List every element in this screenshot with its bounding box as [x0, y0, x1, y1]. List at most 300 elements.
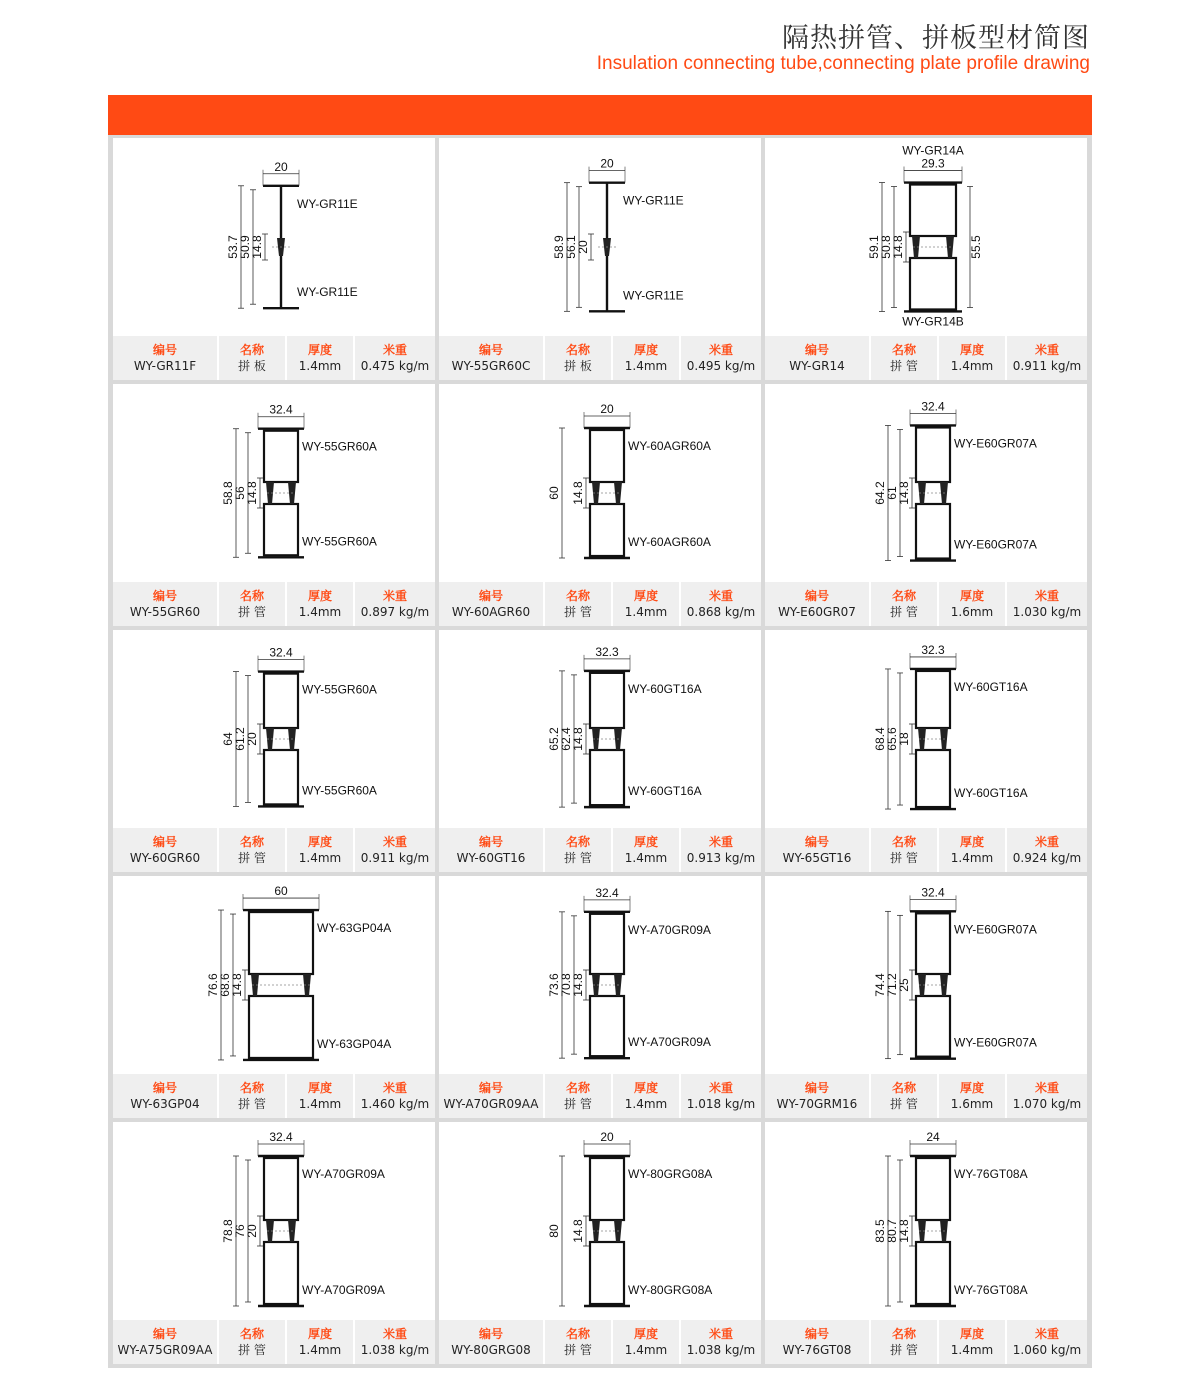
spec-weight-label: 米重: [708, 342, 733, 357]
spec-weight: [355, 828, 435, 872]
spec-code-label: 编号: [152, 1326, 177, 1341]
spec-thickness: [287, 336, 353, 380]
profile-card: [113, 876, 435, 1118]
spec-weight-value: 1.460 kg/m: [360, 1096, 430, 1111]
gap-label: 14.8: [897, 481, 911, 505]
part-label-top: WY-60GT16A: [628, 681, 702, 696]
spec-weight-value: 0.868 kg/m: [686, 604, 756, 619]
spec-thickness-label: 厚度: [307, 588, 332, 603]
width-dimension-label: 32.4: [921, 885, 945, 900]
spec-code-value: WY-55GR60: [129, 604, 201, 619]
spec-thickness-label: 厚度: [959, 1080, 984, 1095]
spec-thickness-value: 1.4mm: [950, 358, 994, 373]
part-label-top: WY-A70GR09A: [628, 922, 711, 937]
spec-weight: [681, 336, 761, 380]
spec-weight: [355, 336, 435, 380]
height-inner-label: 70.8: [559, 973, 573, 997]
spec-name-label: 名称: [565, 588, 590, 603]
spec-code-value: WY-A70GR09AA: [443, 1096, 539, 1111]
profile-lower-chamber: [916, 996, 950, 1057]
profile-svg: [113, 630, 435, 828]
spec-name: [545, 582, 611, 626]
spec-thickness-value: 1.6mm: [950, 604, 994, 619]
profile-svg: [113, 1122, 435, 1320]
profile-geometry: [226, 160, 358, 308]
spec-table: [439, 1074, 761, 1118]
part-label-top: WY-55GR60A: [302, 439, 377, 454]
spec-thickness-value: 1.4mm: [624, 850, 668, 865]
spec-weight: [355, 1320, 435, 1364]
profile-upper-chamber: [916, 671, 950, 728]
spec-code-label: 编号: [152, 1080, 177, 1095]
spec-code-label: 编号: [152, 588, 177, 603]
profile-geometry: [873, 643, 1028, 809]
height-overall-label: 73.6: [547, 973, 561, 997]
spec-thickness-label: 厚度: [633, 834, 658, 849]
spec-table: [439, 336, 761, 380]
width-dimension-label: 20: [600, 156, 614, 171]
profile-geometry: [873, 885, 1037, 1058]
profile-svg: [765, 630, 1087, 828]
spec-code-label: 编号: [804, 834, 829, 849]
spec-thickness: [613, 1320, 679, 1364]
spec-weight: [1007, 828, 1087, 872]
height-inner-label: 50.8: [879, 235, 893, 259]
part-label-top: WY-GR14A: [902, 143, 964, 158]
height-inner-label: 80.7: [885, 1219, 899, 1243]
spec-name-value: 拼 管: [890, 850, 918, 865]
spec-weight-value: 0.913 kg/m: [686, 850, 756, 865]
spec-table: [439, 828, 761, 872]
spec-weight-label: 米重: [382, 1080, 407, 1095]
spec-thickness: [939, 828, 1005, 872]
spec-name-value: 拼 管: [564, 1342, 592, 1357]
profile-drawing: [439, 1122, 761, 1320]
part-label-bottom: WY-55GR60A: [302, 783, 377, 798]
spec-thickness-value: 1.4mm: [624, 1096, 668, 1111]
spec-table: [439, 582, 761, 626]
width-dimension-label: 20: [600, 1130, 614, 1144]
spec-thickness-value: 1.4mm: [624, 604, 668, 619]
spec-code-value: WY-GR14: [789, 358, 845, 373]
profile-upper-chamber: [264, 1158, 298, 1220]
gap-label: 14.8: [250, 235, 264, 259]
profile-drawing: [439, 876, 761, 1074]
spec-thickness-value: 1.4mm: [298, 358, 342, 373]
spec-thickness-label: 厚度: [959, 588, 984, 603]
spec-name-value: 拼 管: [564, 850, 592, 865]
spec-thickness-label: 厚度: [959, 1326, 984, 1341]
profile-svg: [765, 138, 1087, 336]
profile-upper-chamber: [910, 185, 956, 236]
spec-name-value: 拼 管: [564, 604, 592, 619]
width-dimension-label: 60: [274, 884, 288, 899]
spec-code-label: 编号: [152, 342, 177, 357]
profile-svg: [439, 384, 761, 582]
spec-name-label: 名称: [891, 342, 916, 357]
spec-table: [765, 1074, 1087, 1118]
gap-label: 20: [245, 1224, 259, 1238]
spec-code: [765, 582, 869, 626]
spec-name: [219, 336, 285, 380]
part-label-top: WY-E60GR07A: [954, 436, 1037, 451]
height-right-label: 55.5: [969, 235, 983, 259]
spec-weight-value: 0.897 kg/m: [360, 604, 430, 619]
profile-card: [765, 138, 1087, 380]
spec-code-value: WY-E60GR07: [778, 604, 856, 619]
profile-card: [113, 384, 435, 626]
spec-thickness: [613, 582, 679, 626]
profile-lower-chamber: [590, 504, 624, 556]
spec-code-label: 编号: [478, 834, 503, 849]
spec-weight-label: 米重: [708, 1326, 733, 1341]
part-label-bottom: WY-63GP04A: [317, 1036, 392, 1051]
header-accent-bar: [108, 95, 1092, 135]
part-label-bottom: WY-E60GR07A: [954, 1035, 1037, 1050]
profile-card: [439, 384, 761, 626]
spec-code: [439, 828, 543, 872]
profile-card: [113, 138, 435, 380]
spec-weight-label: 米重: [382, 342, 407, 357]
spec-table: [113, 336, 435, 380]
profile-upper-chamber: [590, 673, 624, 728]
spec-weight-label: 米重: [382, 834, 407, 849]
spec-thickness: [287, 1320, 353, 1364]
spec-name: [871, 1320, 937, 1364]
spec-table: [113, 582, 435, 626]
part-label-top: WY-GR11E: [297, 196, 358, 211]
spec-thickness: [939, 1320, 1005, 1364]
spec-weight-value: 0.495 kg/m: [686, 358, 756, 373]
spec-weight: [681, 828, 761, 872]
height-inner-label: 71.2: [885, 973, 899, 997]
profile-svg: [765, 876, 1087, 1074]
spec-code-label: 编号: [804, 1080, 829, 1095]
height-overall-label: 76.6: [206, 973, 220, 997]
width-dimension-label: 20: [600, 402, 614, 416]
profile-svg: [439, 630, 761, 828]
spec-code-value: WY-80GRG08: [451, 1342, 531, 1357]
profile-card: [765, 1122, 1087, 1364]
spec-code: [765, 336, 869, 380]
spec-name-label: 名称: [891, 834, 916, 849]
profile-drawing: [765, 138, 1087, 336]
profile-upper-chamber: [249, 912, 313, 974]
profile-lower-chamber: [590, 750, 624, 805]
spec-code-label: 编号: [478, 588, 503, 603]
height-inner-label: 50.9: [238, 235, 252, 259]
spec-code: [113, 1320, 217, 1364]
spec-name-label: 名称: [239, 342, 264, 357]
height-overall-label: 58.8: [221, 481, 235, 505]
profile-svg: [113, 384, 435, 582]
spec-thickness-label: 厚度: [307, 342, 332, 357]
spec-name: [871, 336, 937, 380]
spec-thickness-value: 1.4mm: [624, 1342, 668, 1357]
gap-label: 20: [576, 240, 590, 254]
profile-drawing: [765, 630, 1087, 828]
spec-name-label: 名称: [239, 1326, 264, 1341]
spec-code: [113, 582, 217, 626]
profile-card: [113, 1122, 435, 1364]
spec-table: [439, 1320, 761, 1364]
profile-geometry: [206, 884, 391, 1060]
profile-drawing: [439, 384, 761, 582]
height-overall-label: 60: [547, 486, 561, 500]
height-overall-label: 59.1: [867, 235, 881, 259]
height-overall-label: 53.7: [226, 235, 240, 259]
part-label-bottom: WY-GR14B: [902, 314, 964, 329]
spec-weight: [355, 1074, 435, 1118]
spec-weight-value: 1.018 kg/m: [686, 1096, 756, 1111]
gap-label: 14.8: [245, 481, 259, 505]
height-overall-label: 64: [221, 732, 235, 746]
spec-code-label: 编号: [804, 588, 829, 603]
spec-code-label: 编号: [804, 1326, 829, 1341]
profile-svg: [765, 1122, 1087, 1320]
spec-name: [871, 582, 937, 626]
gap-label: 14.8: [571, 1219, 585, 1243]
spec-table: [765, 582, 1087, 626]
height-inner-label: 56.1: [564, 235, 578, 259]
spec-code: [113, 336, 217, 380]
profile-lower-chamber: [590, 1242, 624, 1304]
spec-weight: [681, 1320, 761, 1364]
spec-name: [219, 1320, 285, 1364]
spec-code: [765, 1074, 869, 1118]
profile-lower-chamber: [916, 504, 950, 559]
profile-upper-chamber: [590, 914, 624, 974]
spec-name-value: 拼 管: [238, 1342, 266, 1357]
height-overall-label: 64.2: [873, 481, 887, 505]
profile-lower-chamber: [590, 996, 624, 1056]
profile-svg: [765, 384, 1087, 582]
part-label-top: WY-GR11E: [623, 193, 684, 208]
spec-weight-value: 1.060 kg/m: [1012, 1342, 1082, 1357]
spec-code-label: 编号: [152, 834, 177, 849]
height-inner-label: 62.4: [559, 727, 573, 751]
profile-drawing: [113, 384, 435, 582]
gap-label: 14.8: [571, 973, 585, 997]
spec-thickness: [939, 336, 1005, 380]
part-label-bottom: WY-60GT16A: [628, 784, 702, 799]
spec-weight-value: 1.070 kg/m: [1012, 1096, 1082, 1111]
part-label-top: WY-80GRG08A: [628, 1167, 713, 1181]
part-label-bottom: WY-A70GR09A: [302, 1283, 385, 1297]
spec-name-value: 拼 管: [238, 850, 266, 865]
profile-drawing: [439, 138, 761, 336]
height-inner-label: 68.6: [218, 973, 232, 997]
part-label-bottom: WY-E60GR07A: [954, 537, 1037, 552]
spec-table: [113, 1074, 435, 1118]
spec-thickness-label: 厚度: [307, 1326, 332, 1341]
spec-thickness-label: 厚度: [633, 342, 658, 357]
width-dimension-label: 32.4: [269, 402, 293, 417]
spec-thickness-value: 1.6mm: [950, 1096, 994, 1111]
part-label-bottom: WY-55GR60A: [302, 534, 377, 549]
width-dimension-label: 32.3: [921, 642, 945, 657]
profile-geometry: [547, 402, 711, 558]
spec-weight-label: 米重: [1034, 834, 1059, 849]
profile-upper-chamber: [916, 427, 950, 482]
profile-upper-chamber: [590, 1158, 624, 1220]
spec-code: [439, 1320, 543, 1364]
spec-code: [765, 828, 869, 872]
profile-geometry: [547, 1130, 712, 1306]
spec-code: [113, 1074, 217, 1118]
part-label-top: WY-63GP04A: [317, 921, 392, 936]
spec-thickness-label: 厚度: [307, 834, 332, 849]
spec-name-label: 名称: [239, 834, 264, 849]
spec-weight-value: 0.911 kg/m: [1012, 358, 1082, 373]
spec-code-value: WY-60GR60: [129, 850, 201, 865]
spec-name: [871, 1074, 937, 1118]
spec-name-label: 名称: [239, 588, 264, 603]
spec-name-label: 名称: [891, 1326, 916, 1341]
spec-code-label: 编号: [804, 342, 829, 357]
spec-name-label: 名称: [891, 588, 916, 603]
spec-weight: [681, 1074, 761, 1118]
width-dimension-label: 32.3: [595, 644, 619, 659]
spec-name-value: 拼 板: [238, 358, 266, 373]
spec-code-value: WY-60GT16: [456, 850, 526, 865]
spec-name: [219, 828, 285, 872]
profile-geometry: [547, 886, 711, 1058]
spec-weight: [355, 582, 435, 626]
spec-thickness-label: 厚度: [959, 834, 984, 849]
width-dimension-label: 20: [274, 159, 288, 174]
spec-thickness: [613, 336, 679, 380]
profile-drawing: [439, 630, 761, 828]
spec-name-label: 名称: [565, 342, 590, 357]
height-overall-label: 58.9: [552, 235, 566, 259]
spec-thickness: [939, 582, 1005, 626]
spec-weight: [1007, 336, 1087, 380]
profile-lower-chamber: [910, 258, 956, 309]
spec-code-value: WY-70GRM16: [776, 1096, 858, 1111]
profile-card: [439, 876, 761, 1118]
profile-lower-chamber: [249, 996, 313, 1058]
profile-geometry: [221, 646, 377, 807]
width-dimension-label: 32.4: [269, 1130, 293, 1144]
spec-thickness-value: 1.4mm: [950, 850, 994, 865]
profile-drawing: [765, 1122, 1087, 1320]
gap-label: 25: [897, 978, 911, 992]
profile-lower-chamber: [264, 504, 298, 555]
spec-code-value: WY-60AGR60: [451, 604, 531, 619]
profile-lower-chamber: [916, 750, 950, 807]
profile-geometry: [221, 403, 377, 558]
spec-weight: [1007, 1074, 1087, 1118]
spec-thickness: [287, 828, 353, 872]
spec-thickness-label: 厚度: [633, 588, 658, 603]
spec-name: [219, 582, 285, 626]
height-inner-label: 61: [885, 486, 899, 500]
height-overall-label: 65.2: [547, 727, 561, 751]
profile-upper-chamber: [916, 913, 950, 974]
spec-thickness-value: 1.4mm: [298, 1096, 342, 1111]
width-dimension-label: 32.4: [921, 399, 945, 414]
spec-thickness-label: 厚度: [959, 342, 984, 357]
spec-code-label: 编号: [478, 342, 503, 357]
spec-thickness-label: 厚度: [307, 1080, 332, 1095]
spec-code-label: 编号: [478, 1326, 503, 1341]
spec-thickness: [287, 1074, 353, 1118]
spec-weight-value: 0.911 kg/m: [360, 850, 430, 865]
profile-upper-chamber: [264, 431, 298, 482]
height-inner-label: 61.2: [233, 727, 247, 751]
height-inner-label: 65.6: [885, 727, 899, 751]
profile-svg: [113, 876, 435, 1074]
spec-weight: [681, 582, 761, 626]
spec-weight-label: 米重: [708, 1080, 733, 1095]
spec-name-value: 拼 管: [564, 1096, 592, 1111]
profile-card: [439, 138, 761, 380]
page-title: 隔热拼管、拼板型材简图: [782, 23, 1090, 54]
profile-geometry: [873, 399, 1037, 560]
profile-lower-chamber: [264, 750, 298, 804]
spec-table: [765, 828, 1087, 872]
spec-name-value: 拼 板: [564, 358, 592, 373]
profile-card: [765, 384, 1087, 626]
profile-upper-chamber: [590, 430, 624, 482]
spec-name: [545, 1320, 611, 1364]
height-overall-label: 80: [547, 1224, 561, 1238]
spec-weight-label: 米重: [1034, 588, 1059, 603]
spec-thickness: [287, 582, 353, 626]
spec-weight-value: 0.924 kg/m: [1012, 850, 1082, 865]
spec-code-value: WY-GR11F: [133, 358, 197, 373]
profile-geometry: [867, 144, 983, 329]
profile-grid: [108, 135, 1092, 1368]
height-inner-label: 56: [233, 486, 247, 500]
width-dimension-label: 24: [926, 1130, 940, 1144]
gap-label: 14.8: [230, 973, 244, 997]
width-dimension-label: 29.3: [921, 156, 945, 171]
spec-table: [765, 1320, 1087, 1364]
spec-weight-value: 1.030 kg/m: [1012, 604, 1082, 619]
spec-name-label: 名称: [891, 1080, 916, 1095]
width-dimension-label: 32.4: [595, 885, 619, 900]
profile-svg: [439, 1122, 761, 1320]
spec-weight-label: 米重: [1034, 1326, 1059, 1341]
part-label-top: WY-A70GR09A: [302, 1167, 385, 1181]
height-overall-label: 83.5: [873, 1219, 887, 1243]
page-subtitle: Insulation connecting tube,connecting plate profile drawing: [596, 53, 1090, 74]
profile-card: [439, 630, 761, 872]
profile-drawing: [113, 138, 435, 336]
spec-thickness-label: 厚度: [633, 1080, 658, 1095]
spec-name-value: 拼 管: [890, 1342, 918, 1357]
spec-name-label: 名称: [239, 1080, 264, 1095]
gap-label: 14.8: [897, 1219, 911, 1243]
spec-weight-value: 1.038 kg/m: [360, 1342, 430, 1357]
spec-code-value: WY-55GR60C: [451, 358, 531, 373]
profile-drawing: [765, 876, 1087, 1074]
part-label-bottom: WY-GR11E: [623, 288, 684, 303]
profile-geometry: [552, 157, 684, 312]
part-label-top: WY-60AGR60A: [628, 439, 711, 453]
gap-label: 14.8: [571, 727, 585, 751]
spec-code: [439, 1074, 543, 1118]
spec-code: [439, 582, 543, 626]
spec-weight: [1007, 1320, 1087, 1364]
spec-thickness-value: 1.4mm: [624, 358, 668, 373]
spec-thickness-value: 1.4mm: [298, 1342, 342, 1357]
spec-name: [545, 828, 611, 872]
spec-code-value: WY-65GT16: [782, 850, 852, 865]
profile-lower-chamber: [264, 1242, 298, 1304]
